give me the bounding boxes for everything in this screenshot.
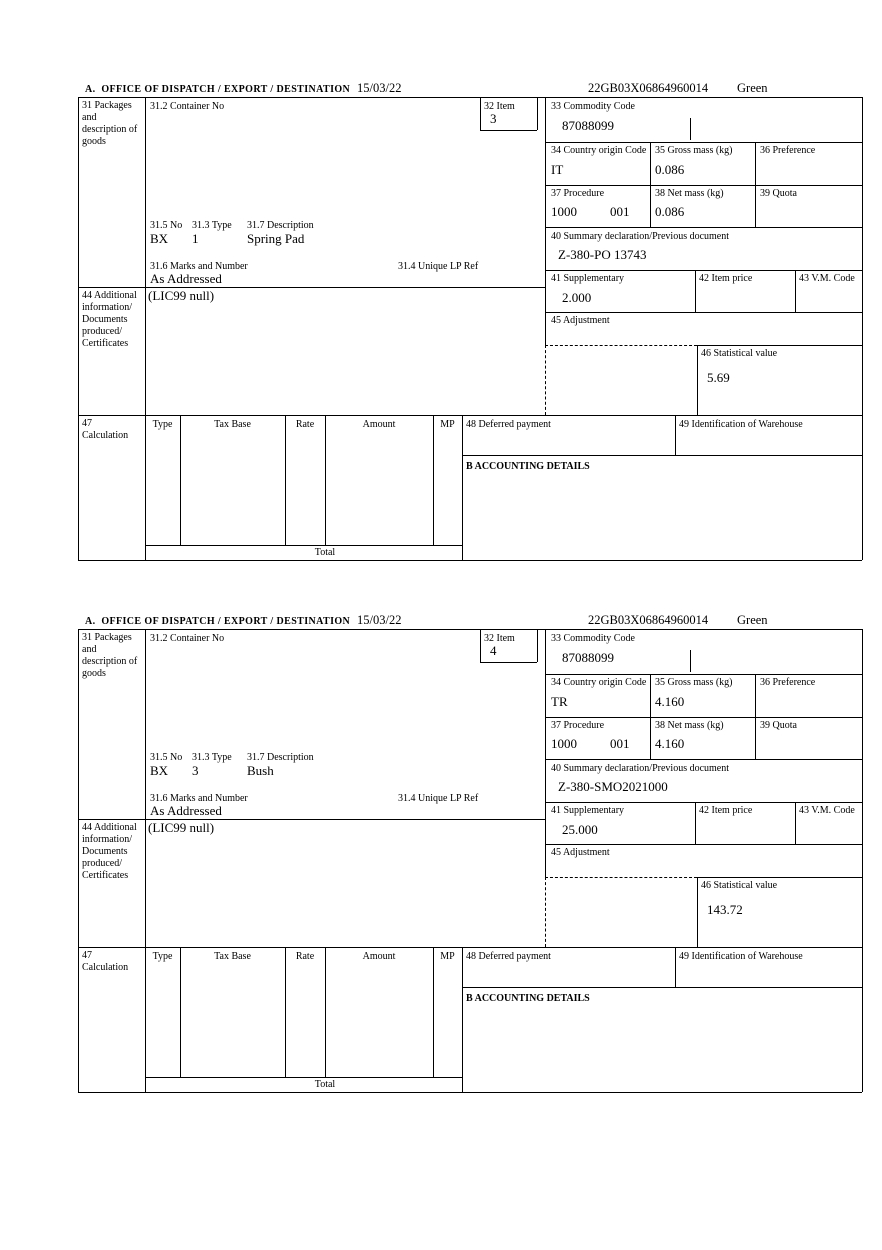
form-line — [433, 415, 434, 545]
box37-label: 37 Procedure — [551, 188, 605, 199]
form-line — [480, 629, 481, 662]
box39-label: 39 Quota — [760, 720, 797, 731]
net-mass: 0.086 — [655, 204, 685, 219]
box38-label: 38 Net mass (kg) — [655, 720, 724, 731]
statistical-value: 143.72 — [707, 902, 743, 917]
box31-6-label: 31.6 Marks and Number — [150, 261, 248, 272]
additional-information: (LIC99 null) — [148, 820, 215, 835]
form-line — [697, 345, 862, 346]
box43-label: 43 V.M. Code — [799, 273, 855, 284]
calc-col-type-header: Type — [152, 951, 173, 962]
box44-label: 44 Additional information/ Documents produced/ Certificates — [82, 290, 137, 349]
form-line — [545, 759, 862, 760]
form-line — [697, 345, 698, 415]
form-line — [675, 947, 676, 987]
supplementary-units: 2.000 — [562, 290, 592, 305]
commodity-code: 87088099 — [562, 650, 614, 665]
box36-label: 36 Preference — [760, 677, 816, 688]
statistical-value: 5.69 — [707, 370, 730, 385]
box32-label: 32 Item — [484, 101, 515, 112]
calc-col-type-header: Type — [152, 419, 173, 430]
form-line — [433, 947, 434, 1077]
declaration-reference: 22GB03X06864960014 — [588, 613, 709, 627]
form-line — [462, 455, 862, 456]
calc-total-label: Total — [314, 1079, 336, 1090]
office-of-dispatch-header: A. OFFICE OF DISPATCH / EXPORT / DESTINATION — [85, 84, 351, 95]
form-line — [545, 312, 862, 313]
net-mass: 4.160 — [655, 736, 685, 751]
box48-label: 48 Deferred payment — [466, 951, 551, 962]
box33-label: 33 Commodity Code — [551, 633, 635, 644]
box31-3-label: 31.3 Type — [192, 752, 232, 763]
box48-label: 48 Deferred payment — [466, 419, 551, 430]
form-line — [480, 662, 537, 663]
form-line — [795, 270, 796, 312]
item-number: 4 — [490, 643, 497, 658]
form-line — [78, 629, 862, 630]
form-line — [545, 844, 862, 845]
form-line — [78, 629, 79, 1092]
box49-label: 49 Identification of Warehouse — [679, 419, 803, 430]
marks-and-numbers: As Addressed — [150, 803, 222, 818]
box45-label: 45 Adjustment — [551, 315, 610, 326]
form-line — [545, 717, 862, 718]
box37-label: 37 Procedure — [551, 720, 605, 731]
item-number: 3 — [490, 111, 497, 126]
box31-2-label: 31.2 Container No — [150, 101, 225, 112]
procedure-code-2: 001 — [610, 204, 630, 219]
declaration-date: 15/03/22 — [357, 613, 402, 627]
box46-label: 46 Statistical value — [701, 348, 778, 359]
box31-label: 31 Packages and description of goods — [82, 100, 138, 147]
summary-declaration: Z-380-PO 13743 — [558, 247, 647, 262]
form-line — [145, 97, 146, 560]
procedure-code: 1000 — [551, 204, 577, 219]
calc-total-label: Total — [314, 547, 336, 558]
form-line — [145, 1077, 462, 1078]
box41-label: 41 Supplementary — [551, 805, 625, 816]
form-line — [462, 947, 463, 1092]
form-line — [78, 97, 862, 98]
box34-label: 34 Country origin Code — [551, 677, 647, 688]
gross-mass: 0.086 — [655, 162, 685, 177]
form-line — [650, 142, 651, 227]
form-line — [795, 802, 796, 844]
form-line-dashed — [545, 877, 546, 947]
package-count: 3 — [192, 763, 199, 778]
box49-label: 49 Identification of Warehouse — [679, 951, 803, 962]
form-line — [545, 629, 546, 877]
box31-label: 31 Packages and description of goods — [82, 632, 138, 679]
procedure-code-2: 001 — [610, 736, 630, 751]
accounting-details-header: B ACCOUNTING DETAILS — [466, 461, 590, 472]
form-line — [462, 415, 463, 560]
box31-2-label: 31.2 Container No — [150, 633, 225, 644]
form-line — [697, 877, 698, 947]
declaration-reference: 22GB03X06864960014 — [588, 81, 709, 95]
form-line — [78, 97, 79, 560]
form-line — [755, 674, 756, 759]
form-line — [755, 142, 756, 227]
form-line — [78, 415, 862, 416]
form-line — [650, 674, 651, 759]
routing-status: Green — [737, 613, 768, 627]
calc-col-amount-header: Amount — [362, 951, 396, 962]
gross-mass: 4.160 — [655, 694, 685, 709]
calc-col-rate-header: Rate — [295, 419, 315, 430]
box40-label: 40 Summary declaration/Previous document — [551, 763, 730, 774]
commodity-code-tick-mark — [690, 650, 691, 672]
package-kind: BX — [150, 231, 169, 246]
box43-label: 43 V.M. Code — [799, 805, 855, 816]
box31-7-label: 31.7 Description — [247, 752, 314, 763]
package-description: Bush — [247, 763, 274, 778]
form-line-dashed — [545, 877, 697, 878]
form-line — [545, 185, 862, 186]
box34-label: 34 Country origin Code — [551, 145, 647, 156]
routing-status: Green — [737, 81, 768, 95]
form-line — [480, 130, 537, 131]
box35-label: 35 Gross mass (kg) — [655, 677, 733, 688]
form-line — [180, 415, 181, 545]
box44-label: 44 Additional information/ Documents produced/ Certificates — [82, 822, 137, 881]
box42-label: 42 Item price — [699, 805, 753, 816]
form-line — [695, 802, 696, 844]
summary-declaration: Z-380-SMO2021000 — [558, 779, 668, 794]
box32-label: 32 Item — [484, 633, 515, 644]
form-line — [480, 97, 481, 130]
form-line — [545, 802, 862, 803]
accounting-details-header: B ACCOUNTING DETAILS — [466, 993, 590, 1004]
sad-continuation-item-block — [0, 614, 882, 1114]
package-description: Spring Pad — [247, 231, 305, 246]
box45-label: 45 Adjustment — [551, 847, 610, 858]
form-line — [285, 947, 286, 1077]
procedure-code: 1000 — [551, 736, 577, 751]
form-line — [695, 270, 696, 312]
box39-label: 39 Quota — [760, 188, 797, 199]
box33-label: 33 Commodity Code — [551, 101, 635, 112]
form-line — [862, 629, 863, 1092]
form-line — [545, 270, 862, 271]
supplementary-units: 25.000 — [562, 822, 598, 837]
declaration-date: 15/03/22 — [357, 81, 402, 95]
box47-label: 47 Calculation — [82, 418, 129, 441]
box31-4-label: 31.4 Unique LP Ref — [398, 793, 479, 804]
box42-label: 42 Item price — [699, 273, 753, 284]
form-line — [325, 947, 326, 1077]
form-line — [545, 97, 546, 345]
form-line — [145, 629, 146, 1092]
form-line — [545, 227, 862, 228]
package-count: 1 — [192, 231, 199, 246]
form-line — [545, 674, 862, 675]
commodity-code: 87088099 — [562, 118, 614, 133]
form-line — [78, 947, 862, 948]
box31-4-label: 31.4 Unique LP Ref — [398, 261, 479, 272]
calc-col-tax-base-header: Tax Base — [214, 951, 251, 962]
marks-and-numbers: As Addressed — [150, 271, 222, 286]
form-line — [697, 877, 862, 878]
form-line-dashed — [545, 345, 546, 415]
box38-label: 38 Net mass (kg) — [655, 188, 724, 199]
form-line-dashed — [545, 345, 697, 346]
calc-col-rate-header: Rate — [295, 951, 315, 962]
box31-5-label: 31.5 No — [150, 752, 183, 763]
form-line — [78, 560, 862, 561]
country-origin-code: TR — [551, 694, 568, 709]
box36-label: 36 Preference — [760, 145, 816, 156]
box40-label: 40 Summary declaration/Previous document — [551, 231, 730, 242]
calc-col-tax-base-header: Tax Base — [214, 419, 251, 430]
form-line — [862, 97, 863, 560]
box31-6-label: 31.6 Marks and Number — [150, 793, 248, 804]
calc-col-amount-header: Amount — [362, 419, 396, 430]
form-line — [145, 545, 462, 546]
form-line — [545, 142, 862, 143]
box31-3-label: 31.3 Type — [192, 220, 232, 231]
form-line — [462, 987, 862, 988]
country-origin-code: IT — [551, 162, 564, 177]
box47-label: 47 Calculation — [82, 950, 129, 973]
calc-col-mp-header: MP — [440, 419, 455, 430]
commodity-code-tick-mark — [690, 118, 691, 140]
form-line — [285, 415, 286, 545]
form-line — [675, 415, 676, 455]
additional-information: (LIC99 null) — [148, 288, 215, 303]
calc-col-mp-header: MP — [440, 951, 455, 962]
box35-label: 35 Gross mass (kg) — [655, 145, 733, 156]
box31-5-label: 31.5 No — [150, 220, 183, 231]
office-of-dispatch-header: A. OFFICE OF DISPATCH / EXPORT / DESTINATION — [85, 616, 351, 627]
form-line — [180, 947, 181, 1077]
sad-continuation-item-block — [0, 82, 882, 582]
package-kind: BX — [150, 763, 169, 778]
form-line — [537, 97, 538, 130]
box41-label: 41 Supplementary — [551, 273, 625, 284]
box46-label: 46 Statistical value — [701, 880, 778, 891]
form-line — [78, 1092, 862, 1093]
form-line — [537, 629, 538, 662]
form-line — [325, 415, 326, 545]
box31-7-label: 31.7 Description — [247, 220, 314, 231]
